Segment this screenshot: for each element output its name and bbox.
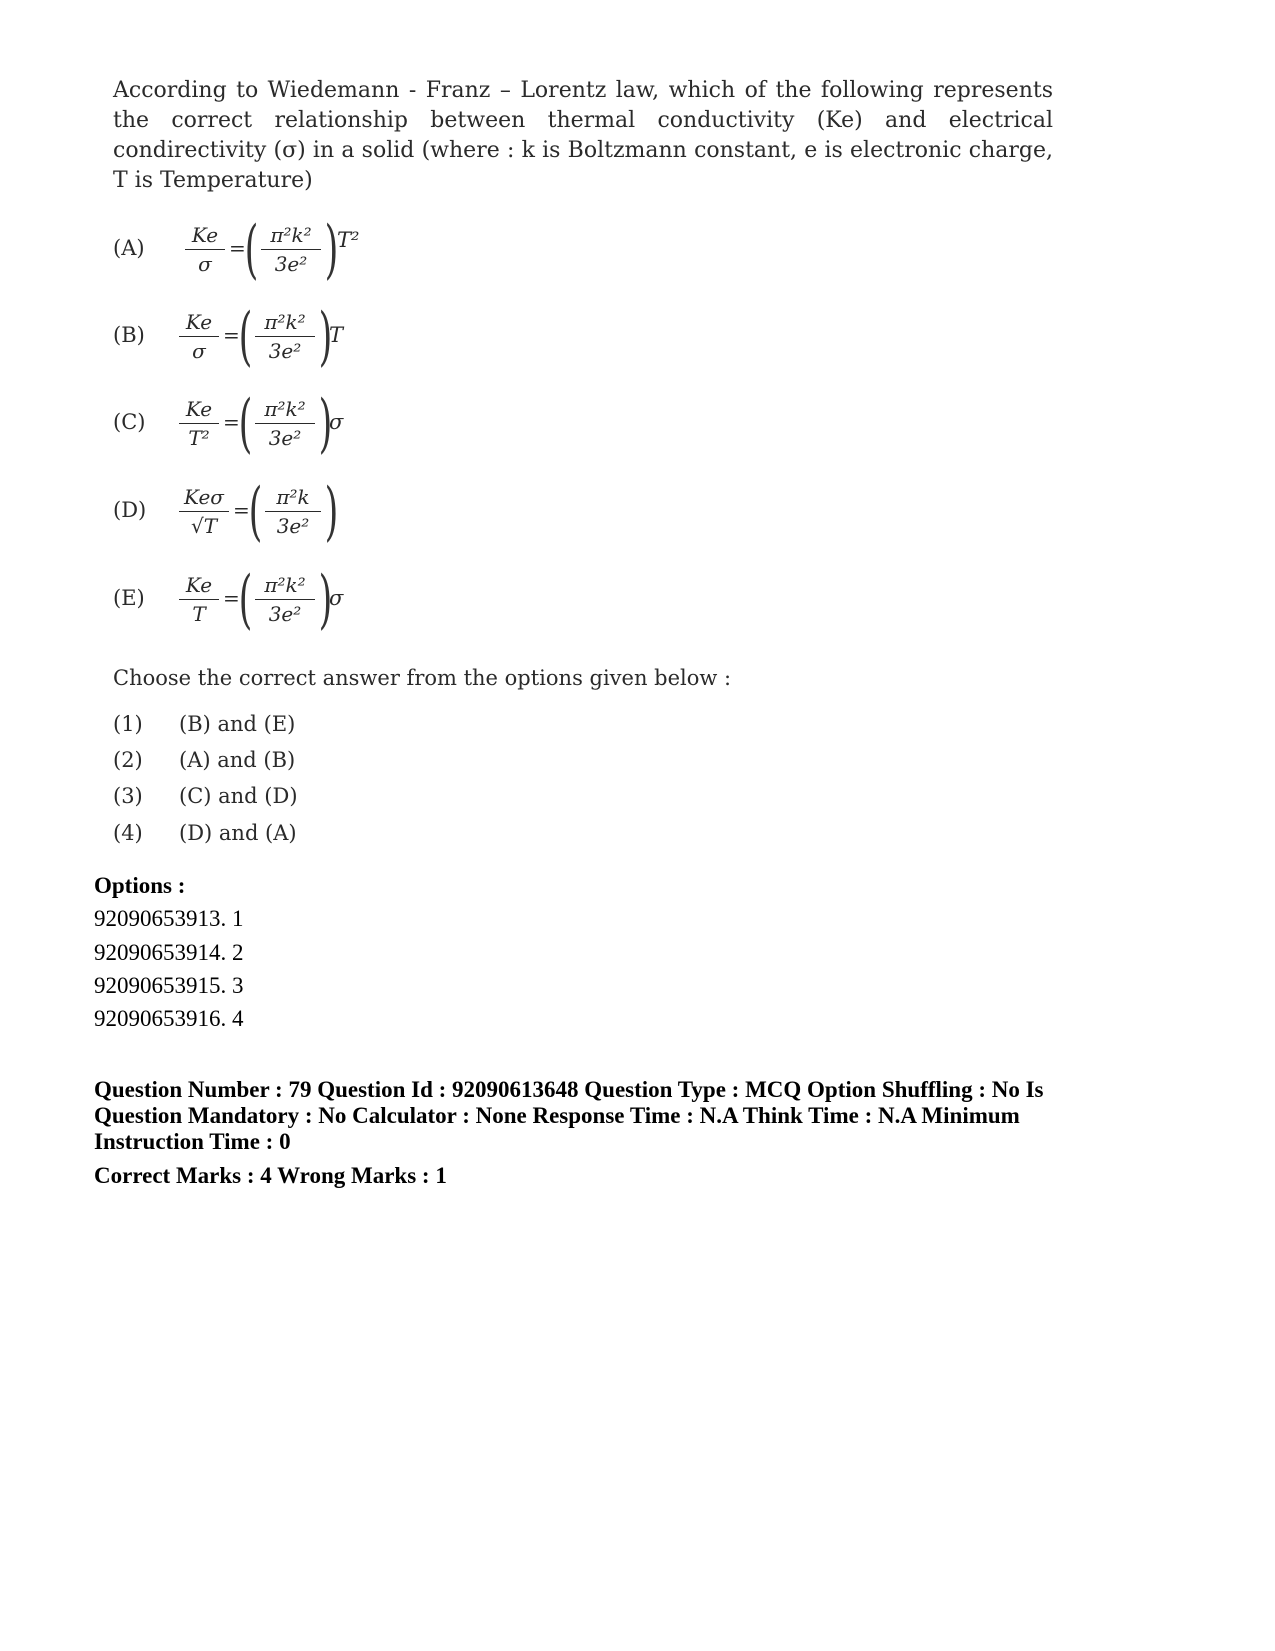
lhs-denominator: T² [188, 426, 210, 450]
equals-sign: = [223, 323, 240, 347]
formula-tail: σ [329, 586, 344, 610]
rhs-fraction [255, 572, 315, 627]
answer-number: (2) [113, 748, 143, 772]
rhs-numerator: π²k² [264, 573, 306, 597]
marks-info: Correct Marks : 4 Wrong Marks : 1 [94, 1163, 447, 1188]
formula-option-c: (C) Ke T² = ( π²k² 3e² ) σ [113, 387, 344, 461]
formula-option-e: (E) Ke T = ( π²k² 3e² ) σ [113, 563, 344, 637]
lhs-denominator: σ [198, 252, 212, 276]
formula-option-b: (B) Ke σ = ( π²k² 3e² ) T [113, 300, 344, 374]
choose-instruction: Choose the correct answer from the options given below : [113, 666, 732, 690]
answer-number: (4) [113, 821, 143, 845]
answer-text: (C) and (D) [179, 784, 298, 808]
equals-sign: = [223, 410, 240, 434]
lhs-fraction [185, 222, 225, 277]
rhs-denominator: 3e² [268, 602, 302, 626]
rhs-fraction [265, 484, 321, 539]
rhs-fraction [261, 222, 321, 277]
formula-option-a: (A) Ke σ = ( π²k² 3e² ) T² [113, 213, 360, 287]
option-label: (E) [113, 586, 145, 610]
equals-sign: = [233, 498, 250, 522]
rhs-denominator: 3e² [276, 514, 310, 538]
rhs-denominator: 3e² [274, 252, 308, 276]
rhs-fraction [255, 396, 315, 451]
lhs-denominator: T [192, 602, 206, 626]
lhs-fraction [179, 396, 219, 451]
lhs-numerator: Keσ [184, 485, 224, 509]
rhs-numerator: π²k² [270, 223, 312, 247]
rhs-fraction [255, 309, 315, 364]
lhs-fraction [179, 572, 219, 627]
answer-number: (3) [113, 784, 143, 808]
rhs-denominator: 3e² [268, 339, 302, 363]
lhs-denominator: σ [192, 339, 206, 363]
option-label: (B) [113, 323, 145, 347]
lhs-numerator: Ke [185, 310, 213, 334]
rhs-denominator: 3e² [268, 426, 302, 450]
option-label: (A) [113, 236, 145, 260]
option-label: (D) [113, 498, 147, 522]
question-block [113, 76, 1053, 845]
formula-tail: σ [329, 410, 344, 434]
rhs-numerator: π²k [276, 485, 310, 509]
equals-sign: = [223, 586, 240, 610]
answer-text: (D) and (A) [179, 821, 297, 845]
formula-tail: T² [337, 228, 360, 252]
option-id-1: 92090653913. 1 [94, 906, 244, 931]
option-id-2: 92090653914. 2 [94, 940, 244, 965]
formula-tail: T [329, 323, 344, 347]
lhs-numerator: Ke [185, 397, 213, 421]
options-title: Options : [94, 873, 186, 898]
option-label: (C) [113, 410, 146, 434]
question-info: Question Number : 79 Question Id : 92090613648 Question Type : MCQ Option Shuffling : No Is Question Mandatory : No Calculator : None Response Time : N.A Think Time : N.A Minimum Instruction Time : 0 [94, 1077, 1044, 1154]
answer-text: (B) and (E) [179, 712, 296, 736]
rhs-numerator: π²k² [264, 397, 306, 421]
equals-sign: = [229, 236, 246, 260]
rhs-numerator: π²k² [264, 310, 306, 334]
question-text: According to Wiedemann - Franz – Lorentz law, which of the following represents the correct relationship between thermal conductivity (Ke) and electrical condirectivity (σ) in a solid (where : k is Boltzmann constant, e is electronic charge, T is Temperature) [113, 78, 1053, 193]
lhs-fraction [179, 484, 229, 539]
formula-option-d: (D) Keσ √T = ( π²k 3e² ) [113, 475, 339, 549]
lhs-fraction [179, 309, 219, 364]
lhs-denominator: √T [190, 514, 218, 538]
lhs-numerator: Ke [191, 223, 219, 247]
answer-number: (1) [113, 712, 143, 736]
answer-text: (A) and (B) [179, 748, 296, 772]
option-id-4: 92090653916. 4 [94, 1006, 244, 1031]
lhs-numerator: Ke [185, 573, 213, 597]
option-id-3: 92090653915. 3 [94, 973, 244, 998]
